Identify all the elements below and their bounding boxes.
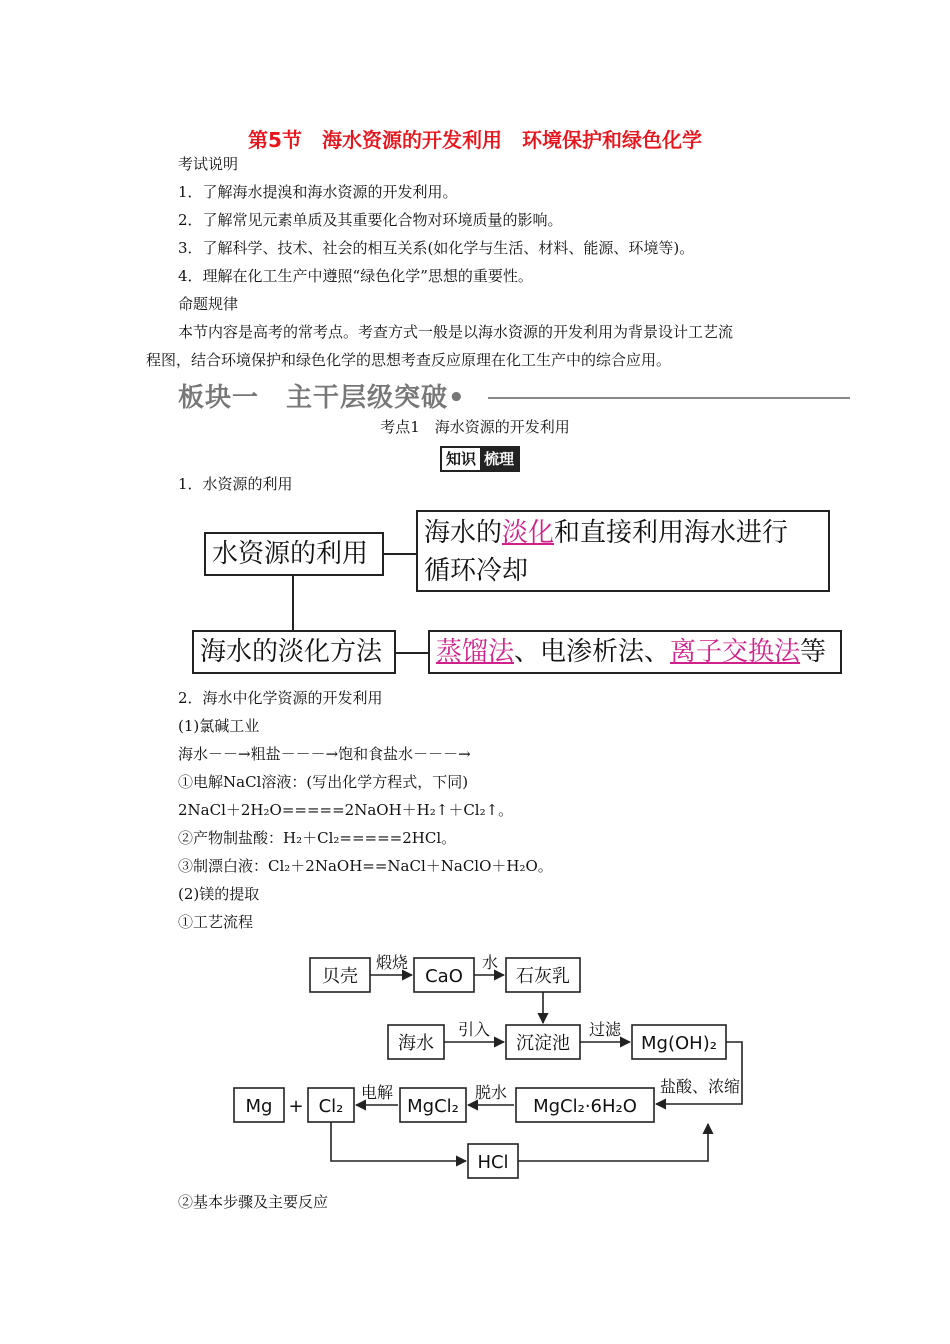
chem-step: ②基本步骤及主要反应 [178, 1193, 329, 1211]
chem-eq: ③制漂白液：Cl₂＋2NaOH==NaCl＋NaClO＋H₂O。 [178, 857, 553, 875]
label-hcl: HCl [477, 1152, 509, 1173]
water-branch1-box [416, 510, 830, 592]
branch1-line2: 循环冷却 [424, 556, 529, 586]
connector [396, 652, 428, 654]
label-cl2: Cl₂ [318, 1096, 344, 1117]
section-banner [178, 382, 850, 414]
method-box [428, 630, 842, 674]
label-mg: Mg [245, 1096, 273, 1117]
method-2: 离子交换法 [670, 637, 801, 667]
chem-eq-intro: ①电解NaCl溶液：(写出化学方程式，下同) [178, 773, 469, 791]
tag-part1: 知识 [442, 448, 480, 470]
exam-heading: 考试说明 [178, 155, 239, 173]
rule-heading: 命题规律 [178, 295, 239, 313]
chem-eq: 2NaCl＋2H₂O=====2NaOH＋H₂↑＋Cl₂↑。 [178, 801, 514, 819]
kaodian-heading: 考点1 海水资源的开发利用 [380, 418, 570, 436]
label-introduce: 引入 [457, 1020, 491, 1039]
method-1: 蒸馏法 [436, 637, 515, 667]
label-calcine: 煅烧 [375, 953, 409, 972]
rule-text: 程图，结合环境保护和绿色化学的思想考查反应原理在化工生产中的综合应用。 [146, 351, 672, 369]
chem-flow: 海水－－→粗盐－－－→饱和食盐水－－－→ [178, 745, 471, 763]
label-electro: 电解 [360, 1083, 394, 1102]
water-heading: 1．水资源的利用 [178, 475, 293, 493]
section-banner-text: 板块一 主干层级突破• [178, 383, 466, 413]
exam-item: 4．理解在化工生产中遵照“绿色化学”思想的重要性。 [178, 267, 533, 285]
connector [384, 553, 416, 555]
label-limemilk: 石灰乳 [516, 966, 570, 987]
water-root-box [204, 532, 384, 576]
page-title: 第5节 海水资源的开发利用 环境保护和绿色化学 [248, 128, 702, 152]
chem-step: ①工艺流程 [178, 913, 254, 931]
branch1-key: 淡化 [502, 518, 555, 548]
exam-item: 3．了解科学、技术、社会的相互关系(如化学与生活、材料、能源、环境等)。 [178, 239, 695, 257]
label-shell: 贝壳 [322, 966, 358, 987]
label-filter: 过滤 [588, 1020, 622, 1039]
knowledge-tag [440, 446, 520, 472]
water-root-label: 水资源的利用 [212, 539, 369, 569]
label-mgcl2: MgCl₂ [407, 1096, 459, 1117]
label-seawater: 海水 [398, 1033, 434, 1054]
chem-sub: (2)镁的提取 [178, 885, 260, 903]
chem-sub: (1)氯碱工业 [178, 717, 260, 735]
chem-heading: 2．海水中化学资源的开发利用 [178, 689, 383, 707]
label-cao: CaO [425, 966, 463, 987]
chem-eq: ②产物制盐酸：H₂＋Cl₂=====2HCl。 [178, 829, 457, 847]
label-plus: + [288, 1096, 304, 1117]
label-tank: 沉淀池 [516, 1033, 570, 1054]
banner-rule [488, 397, 850, 399]
exam-item: 2．了解常见元素单质及其重要化合物对环境质量的影响。 [178, 211, 563, 229]
label-mgoh2: Mg(OH)₂ [641, 1033, 717, 1054]
tag-part2: 梳理 [480, 448, 518, 470]
method-label: 海水的淡化方法 [200, 637, 383, 667]
label-hydrate: MgCl₂·6H₂O [533, 1096, 637, 1117]
method-end: 等 [800, 637, 827, 667]
label-dehydrate: 脱水 [474, 1083, 508, 1102]
label-water: 水 [481, 953, 499, 972]
branch1-post: 和直接利用海水进行 [554, 518, 789, 548]
connector [292, 576, 294, 630]
rule-text: 本节内容是高考的常考点。考查方式一般是以海水资源的开发利用为背景设计工艺流 [178, 323, 734, 341]
label-acid: 盐酸、浓缩 [659, 1077, 741, 1096]
method-label-box [192, 630, 396, 674]
mg-flow-diagram [220, 938, 768, 1184]
exam-item: 1．了解海水提溴和海水资源的开发利用。 [178, 183, 458, 201]
method-sep: 、电渗析法、 [514, 637, 671, 667]
branch1-pre: 海水的 [424, 518, 503, 548]
